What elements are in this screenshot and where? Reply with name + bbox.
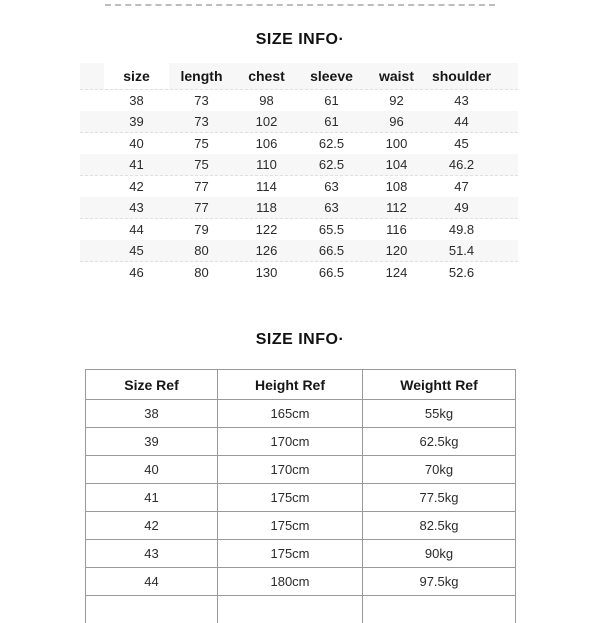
cell-length: 75 xyxy=(169,154,234,175)
cell-size-ref: 44 xyxy=(86,568,218,596)
cell-chest: 118 xyxy=(234,197,299,218)
cell-length: 77 xyxy=(169,176,234,197)
ref-header-weight: Weightt Ref xyxy=(363,370,516,400)
table-row xyxy=(80,90,518,111)
cell-waist: 108 xyxy=(364,176,429,197)
table-row xyxy=(86,400,516,428)
cell-waist: 112 xyxy=(364,197,429,218)
cell-size-ref: 38 xyxy=(86,400,218,428)
cell-sleeve: 61 xyxy=(299,90,364,111)
size-info-title-2: SIZE INFO· xyxy=(0,331,600,349)
cell-chest: 114 xyxy=(234,176,299,197)
cell-sleeve: 61 xyxy=(299,111,364,132)
table-row xyxy=(86,540,516,568)
cell-size: 43 xyxy=(104,197,169,218)
cell-height-ref: 175cm xyxy=(218,484,363,512)
cell-size-ref: 43 xyxy=(86,540,218,568)
cell-sleeve: 66.5 xyxy=(299,240,364,261)
cell-height-ref: 180cm xyxy=(218,568,363,596)
cell-sleeve: 65.5 xyxy=(299,219,364,240)
size-table-header-chest: chest xyxy=(234,63,299,89)
cell-size: 42 xyxy=(104,176,169,197)
cell-chest: 130 xyxy=(234,262,299,283)
cell-chest: 106 xyxy=(234,133,299,154)
cell-shoulder: 51.4 xyxy=(429,240,494,261)
cell-size: 38 xyxy=(104,90,169,111)
ref-table-header-row xyxy=(86,370,516,400)
size-reference-table xyxy=(85,369,516,623)
table-row xyxy=(86,484,516,512)
cell-length: 77 xyxy=(169,197,234,218)
cell-shoulder: 44 xyxy=(429,111,494,132)
cell-waist: 120 xyxy=(364,240,429,261)
cell-weight-ref: 90kg xyxy=(363,540,516,568)
cell-sleeve: 62.5 xyxy=(299,133,364,154)
cell-sleeve: 63 xyxy=(299,197,364,218)
table-row xyxy=(80,197,518,219)
cell-length: 73 xyxy=(169,90,234,111)
cell-sleeve: 62.5 xyxy=(299,154,364,175)
cell-length: 73 xyxy=(169,111,234,132)
cell-size: 45 xyxy=(104,240,169,261)
table-row xyxy=(86,568,516,596)
table-row xyxy=(80,219,518,240)
cell-waist: 100 xyxy=(364,133,429,154)
cell-weight-ref: 97.5kg xyxy=(363,568,516,596)
cell-chest: 126 xyxy=(234,240,299,261)
cell-size-ref: 39 xyxy=(86,428,218,456)
cell-chest: 102 xyxy=(234,111,299,132)
size-table-header-size: size xyxy=(104,63,169,89)
cell-size-ref: 42 xyxy=(86,512,218,540)
cell-size-ref: 41 xyxy=(86,484,218,512)
size-table-header-waist: waist xyxy=(364,63,429,89)
table-row xyxy=(86,428,516,456)
cell-shoulder: 52.6 xyxy=(429,262,494,283)
cell-size: 41 xyxy=(104,154,169,175)
cell-weight-ref: 77.5kg xyxy=(363,484,516,512)
size-table-header-shoulder: shoulder xyxy=(429,63,494,89)
cell-chest: 122 xyxy=(234,219,299,240)
cell-weight-ref: 62.5kg xyxy=(363,428,516,456)
cell-length: 79 xyxy=(169,219,234,240)
size-table-header-length: length xyxy=(169,63,234,89)
size-info-title-1: SIZE INFO· xyxy=(0,31,600,49)
cell-size-ref: 40 xyxy=(86,456,218,484)
cell-length: 75 xyxy=(169,133,234,154)
size-table-header-sleeve: sleeve xyxy=(299,63,364,89)
cell-height-ref: 165cm xyxy=(218,400,363,428)
cell-waist: 104 xyxy=(364,154,429,175)
cell-chest: 98 xyxy=(234,90,299,111)
section-divider-dashed-line xyxy=(105,4,495,6)
table-row xyxy=(80,176,518,197)
cell-height-ref: 170cm xyxy=(218,428,363,456)
cell-weight-ref: 55kg xyxy=(363,400,516,428)
cell-height-ref: 175cm xyxy=(218,540,363,568)
table-row xyxy=(80,111,518,133)
cell-size: 39 xyxy=(104,111,169,132)
cell-weight-ref: 70kg xyxy=(363,456,516,484)
cell-height-ref: 175cm xyxy=(218,512,363,540)
cell-waist: 116 xyxy=(364,219,429,240)
table-row xyxy=(86,512,516,540)
cell-shoulder: 43 xyxy=(429,90,494,111)
cell-shoulder: 49 xyxy=(429,197,494,218)
cell-size: 40 xyxy=(104,133,169,154)
cell-length: 80 xyxy=(169,240,234,261)
size-table-header-row xyxy=(80,63,518,90)
cell-size: 44 xyxy=(104,219,169,240)
cell-waist: 92 xyxy=(364,90,429,111)
cell-weight-ref: 82.5kg xyxy=(363,512,516,540)
cell-chest: 110 xyxy=(234,154,299,175)
table-row xyxy=(80,154,518,176)
table-row xyxy=(86,456,516,484)
cell-shoulder: 46.2 xyxy=(429,154,494,175)
cell-shoulder: 47 xyxy=(429,176,494,197)
cell-size: 46 xyxy=(104,262,169,283)
ref-header-size: Size Ref xyxy=(86,370,218,400)
cell-waist: 124 xyxy=(364,262,429,283)
ref-header-height: Height Ref xyxy=(218,370,363,400)
cell-waist: 96 xyxy=(364,111,429,132)
size-measurements-table xyxy=(80,63,518,283)
cell-length: 80 xyxy=(169,262,234,283)
cell-height-ref: 170cm xyxy=(218,456,363,484)
cell-shoulder: 45 xyxy=(429,133,494,154)
table-row xyxy=(80,240,518,262)
table-row xyxy=(80,133,518,154)
cell-shoulder: 49.8 xyxy=(429,219,494,240)
cell-sleeve: 63 xyxy=(299,176,364,197)
cell-sleeve: 66.5 xyxy=(299,262,364,283)
table-row xyxy=(80,262,518,283)
